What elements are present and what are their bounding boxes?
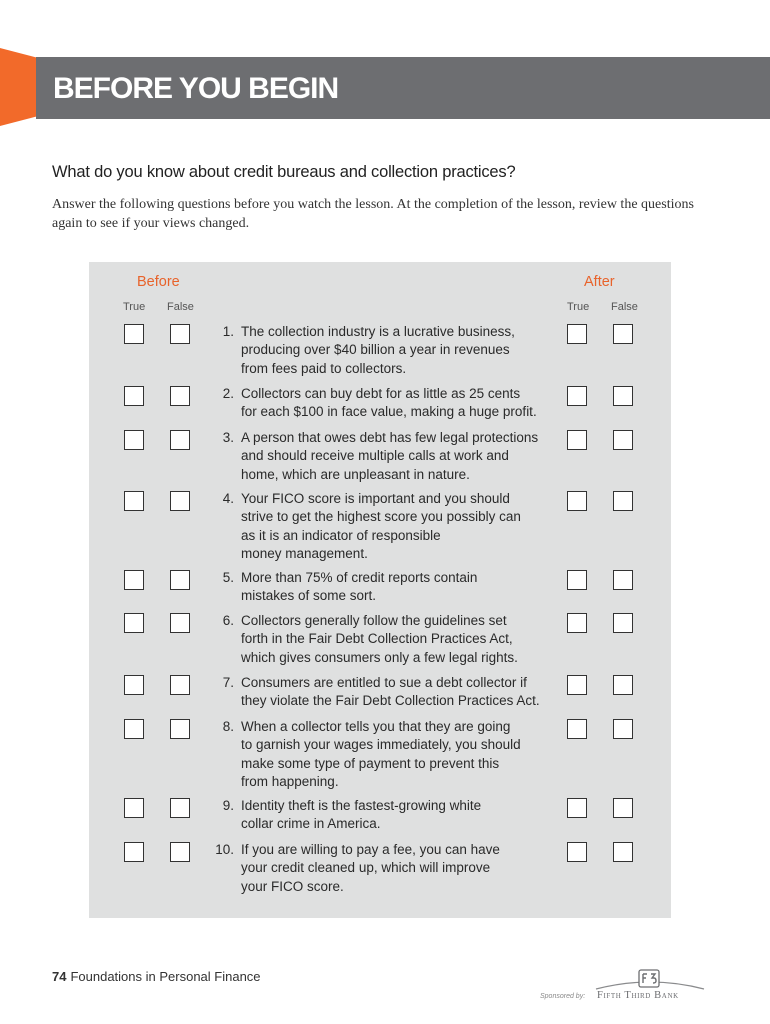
question-number: 2. bbox=[222, 386, 234, 401]
question-text: Collectors generally follow the guidelines set forth in the Fair Debt Collection Practices Act, which gives consumers only a few legal rights. bbox=[241, 613, 518, 665]
header-bar bbox=[36, 57, 770, 119]
question-number: 6. bbox=[222, 613, 234, 628]
after-true-checkbox[interactable] bbox=[567, 613, 587, 633]
page-footer bbox=[52, 969, 261, 984]
after-false-checkbox[interactable] bbox=[613, 570, 633, 590]
after-false-checkbox[interactable] bbox=[613, 491, 633, 511]
question-text: If you are willing to pay a fee, you can have your credit cleaned up, which will improve your FICO score. bbox=[241, 842, 500, 894]
sponsored-by-label: Sponsored by: bbox=[540, 993, 586, 1000]
section-subheading: What do you know about credit bureaus and collection practices? bbox=[52, 163, 516, 181]
bank-name: Fifth Third Bank bbox=[597, 990, 679, 1001]
after-true-checkbox[interactable] bbox=[567, 798, 587, 818]
after-true-label: True bbox=[567, 301, 590, 313]
quiz-panel bbox=[89, 262, 671, 918]
before-true-checkbox[interactable] bbox=[124, 430, 144, 450]
question-number: 3. bbox=[222, 430, 234, 445]
after-false-checkbox[interactable] bbox=[613, 324, 633, 344]
after-false-checkbox[interactable] bbox=[613, 430, 633, 450]
after-true-checkbox[interactable] bbox=[567, 570, 587, 590]
after-false-checkbox[interactable] bbox=[613, 386, 633, 406]
after-true-checkbox[interactable] bbox=[567, 719, 587, 739]
before-false-checkbox[interactable] bbox=[170, 324, 190, 344]
question-number: 1. bbox=[222, 324, 234, 339]
before-true-checkbox[interactable] bbox=[124, 719, 144, 739]
before-true-checkbox[interactable] bbox=[124, 613, 144, 633]
before-false-checkbox[interactable] bbox=[170, 570, 190, 590]
before-false-checkbox[interactable] bbox=[170, 430, 190, 450]
question-number: 4. bbox=[222, 491, 234, 506]
before-false-checkbox[interactable] bbox=[170, 842, 190, 862]
before-false-checkbox[interactable] bbox=[170, 719, 190, 739]
after-true-checkbox[interactable] bbox=[567, 675, 587, 695]
before-true-checkbox[interactable] bbox=[124, 324, 144, 344]
question-text: More than 75% of credit reports contain mistakes of some sort. bbox=[241, 570, 478, 604]
question-text: Consumers are entitled to sue a debt collector if they violate the Fair Debt Collection Practices Act. bbox=[241, 675, 540, 709]
after-column-heading: After bbox=[584, 274, 615, 290]
after-false-checkbox[interactable] bbox=[613, 719, 633, 739]
after-true-checkbox[interactable] bbox=[567, 386, 587, 406]
question-number: 7. bbox=[222, 675, 234, 690]
page-title: BEFORE YOU BEGIN bbox=[53, 72, 339, 105]
before-false-checkbox[interactable] bbox=[170, 675, 190, 695]
before-true-checkbox[interactable] bbox=[124, 675, 144, 695]
before-false-label: False bbox=[167, 301, 194, 313]
before-true-checkbox[interactable] bbox=[124, 491, 144, 511]
before-column-heading: Before bbox=[137, 274, 180, 290]
after-false-checkbox[interactable] bbox=[613, 675, 633, 695]
question-text: Your FICO score is important and you should strive to get the highest score you possibly can as it is an indicator of responsible money management. bbox=[241, 491, 521, 561]
page-number: 74 bbox=[52, 969, 67, 984]
question-number: 10. bbox=[215, 842, 234, 857]
question-number: 5. bbox=[222, 570, 234, 585]
after-false-checkbox[interactable] bbox=[613, 798, 633, 818]
question-text: When a collector tells you that they are going to garnish your wages immediately, you should make some type of payment to prevent this from happening. bbox=[241, 719, 521, 789]
before-true-checkbox[interactable] bbox=[124, 798, 144, 818]
before-false-checkbox[interactable] bbox=[170, 491, 190, 511]
before-true-checkbox[interactable] bbox=[124, 570, 144, 590]
before-true-label: True bbox=[123, 301, 146, 313]
before-true-checkbox[interactable] bbox=[124, 842, 144, 862]
before-true-checkbox[interactable] bbox=[124, 386, 144, 406]
intro-paragraph: Answer the following questions before you watch the lesson. At the completion of the lesson, review the questions again to see if your views changed. bbox=[52, 197, 694, 231]
question-text: A person that owes debt has few legal protections and should receive multiple calls at work and home, which are unpleasant in nature. bbox=[241, 430, 539, 482]
after-true-checkbox[interactable] bbox=[567, 430, 587, 450]
after-true-checkbox[interactable] bbox=[567, 842, 587, 862]
question-text: The collection industry is a lucrative business, producing over $40 billion a year in revenues from fees paid to collectors. bbox=[241, 324, 515, 376]
before-false-checkbox[interactable] bbox=[170, 386, 190, 406]
book-title: Foundations in Personal Finance bbox=[70, 969, 261, 984]
after-false-label: False bbox=[611, 301, 638, 313]
before-false-checkbox[interactable] bbox=[170, 613, 190, 633]
after-false-checkbox[interactable] bbox=[613, 842, 633, 862]
after-true-checkbox[interactable] bbox=[567, 324, 587, 344]
orange-tab-accent bbox=[0, 48, 36, 126]
question-text: Collectors can buy debt for as little as 25 cents for each $100 in face value, making a huge profit. bbox=[241, 386, 537, 420]
before-false-checkbox[interactable] bbox=[170, 798, 190, 818]
after-false-checkbox[interactable] bbox=[613, 613, 633, 633]
question-number: 9. bbox=[222, 798, 234, 813]
question-text: Identity theft is the fastest-growing white collar crime in America. bbox=[241, 798, 482, 832]
question-number: 8. bbox=[222, 719, 234, 734]
after-true-checkbox[interactable] bbox=[567, 491, 587, 511]
